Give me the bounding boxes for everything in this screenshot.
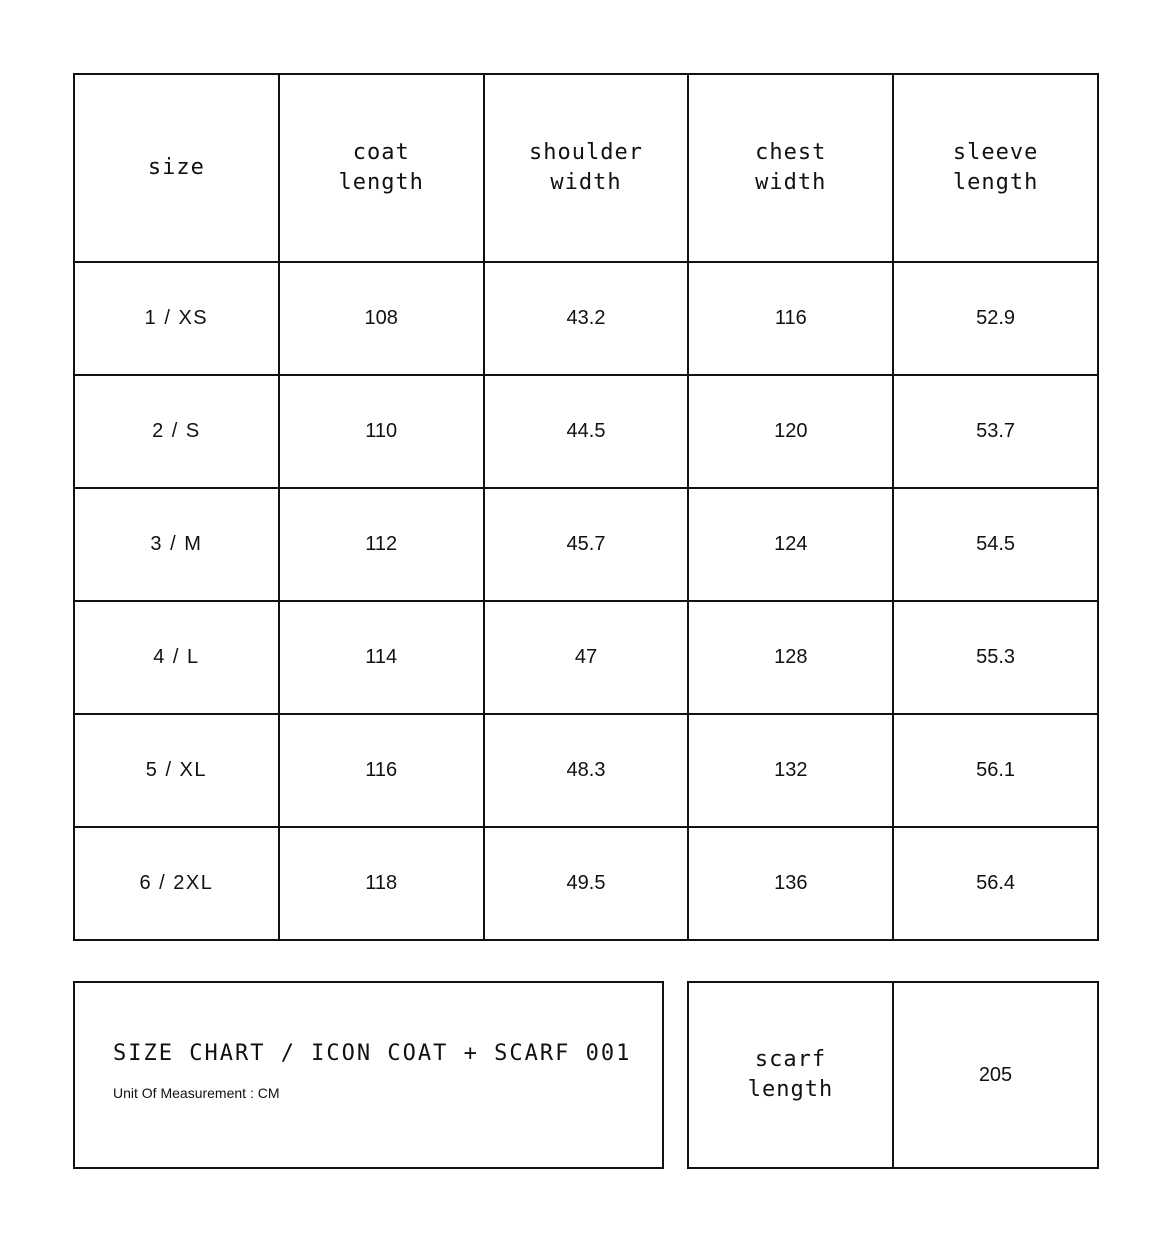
cell-chest-width: 124 [688,488,893,601]
table-row [74,262,1098,375]
cell-sleeve-length: 55.3 [893,601,1098,714]
header-coat-length-line-1: coat [352,140,410,165]
cell-chest-width: 128 [688,601,893,714]
cell-sleeve-length: 54.5 [893,488,1098,601]
header-shoulder-width-line-1: shoulder [529,140,643,165]
table-row [74,714,1098,827]
cell-sleeve-length: 53.7 [893,375,1098,488]
cell-coat-length: 114 [279,601,484,714]
table-row [74,601,1098,714]
cell-shoulder-width: 43.2 [484,262,689,375]
header-coat-length-line-2: length [338,170,424,195]
header-shoulder-width-line-2: width [550,170,622,195]
header-chest-width-line-1: chest [755,140,827,165]
scarf-label-line-1: scarf [754,1047,827,1072]
header-sleeve-length-line-1: sleeve [952,140,1039,165]
cell-coat-length: 112 [279,488,484,601]
cell-size: 5 / XL [74,714,279,827]
scarf-row [688,982,1098,1168]
cell-shoulder-width: 48.3 [484,714,689,827]
cell-chest-width: 136 [688,827,893,940]
table-row [74,827,1098,940]
cell-sleeve-length: 56.4 [893,827,1098,940]
cell-coat-length: 110 [279,375,484,488]
cell-size: 2 / S [74,375,279,488]
table-row [74,375,1098,488]
header-sleeve-length-line-2: length [952,170,1039,195]
cell-size: 4 / L [74,601,279,714]
cell-chest-width: 116 [688,262,893,375]
header-sleeve-length [893,74,1098,262]
table-header-row [74,74,1098,262]
cell-sleeve-length: 52.9 [893,262,1098,375]
cell-coat-length: 108 [279,262,484,375]
cell-coat-length: 116 [279,714,484,827]
cell-chest-width: 132 [688,714,893,827]
cell-chest-width: 120 [688,375,893,488]
unit-of-measurement: Unit Of Measurement : CM [113,1085,280,1101]
cell-size: 6 / 2XL [74,827,279,940]
cell-shoulder-width: 49.5 [484,827,689,940]
header-chest-width [688,74,893,262]
header-coat-length [279,74,484,262]
cell-shoulder-width: 44.5 [484,375,689,488]
header-chest-width-line-2: width [755,170,827,195]
scarf-length-label [688,982,893,1168]
cell-shoulder-width: 45.7 [484,488,689,601]
size-chart-title-box [73,981,664,1169]
cell-sleeve-length: 56.1 [893,714,1098,827]
header-size-line-1: size [147,155,205,180]
scarf-length-table [687,981,1099,1169]
cell-coat-length: 118 [279,827,484,940]
scarf-label-line-2: length [747,1077,834,1102]
scarf-length-value: 205 [893,982,1098,1168]
cell-shoulder-width: 47 [484,601,689,714]
table-row [74,488,1098,601]
header-size [74,74,279,262]
cell-size: 3 / M [74,488,279,601]
size-chart-title: SIZE CHART / ICON COAT + SCARF 001 [113,1041,632,1066]
cell-size: 1 / XS [74,262,279,375]
size-chart-table [73,73,1099,941]
header-shoulder-width [484,74,689,262]
